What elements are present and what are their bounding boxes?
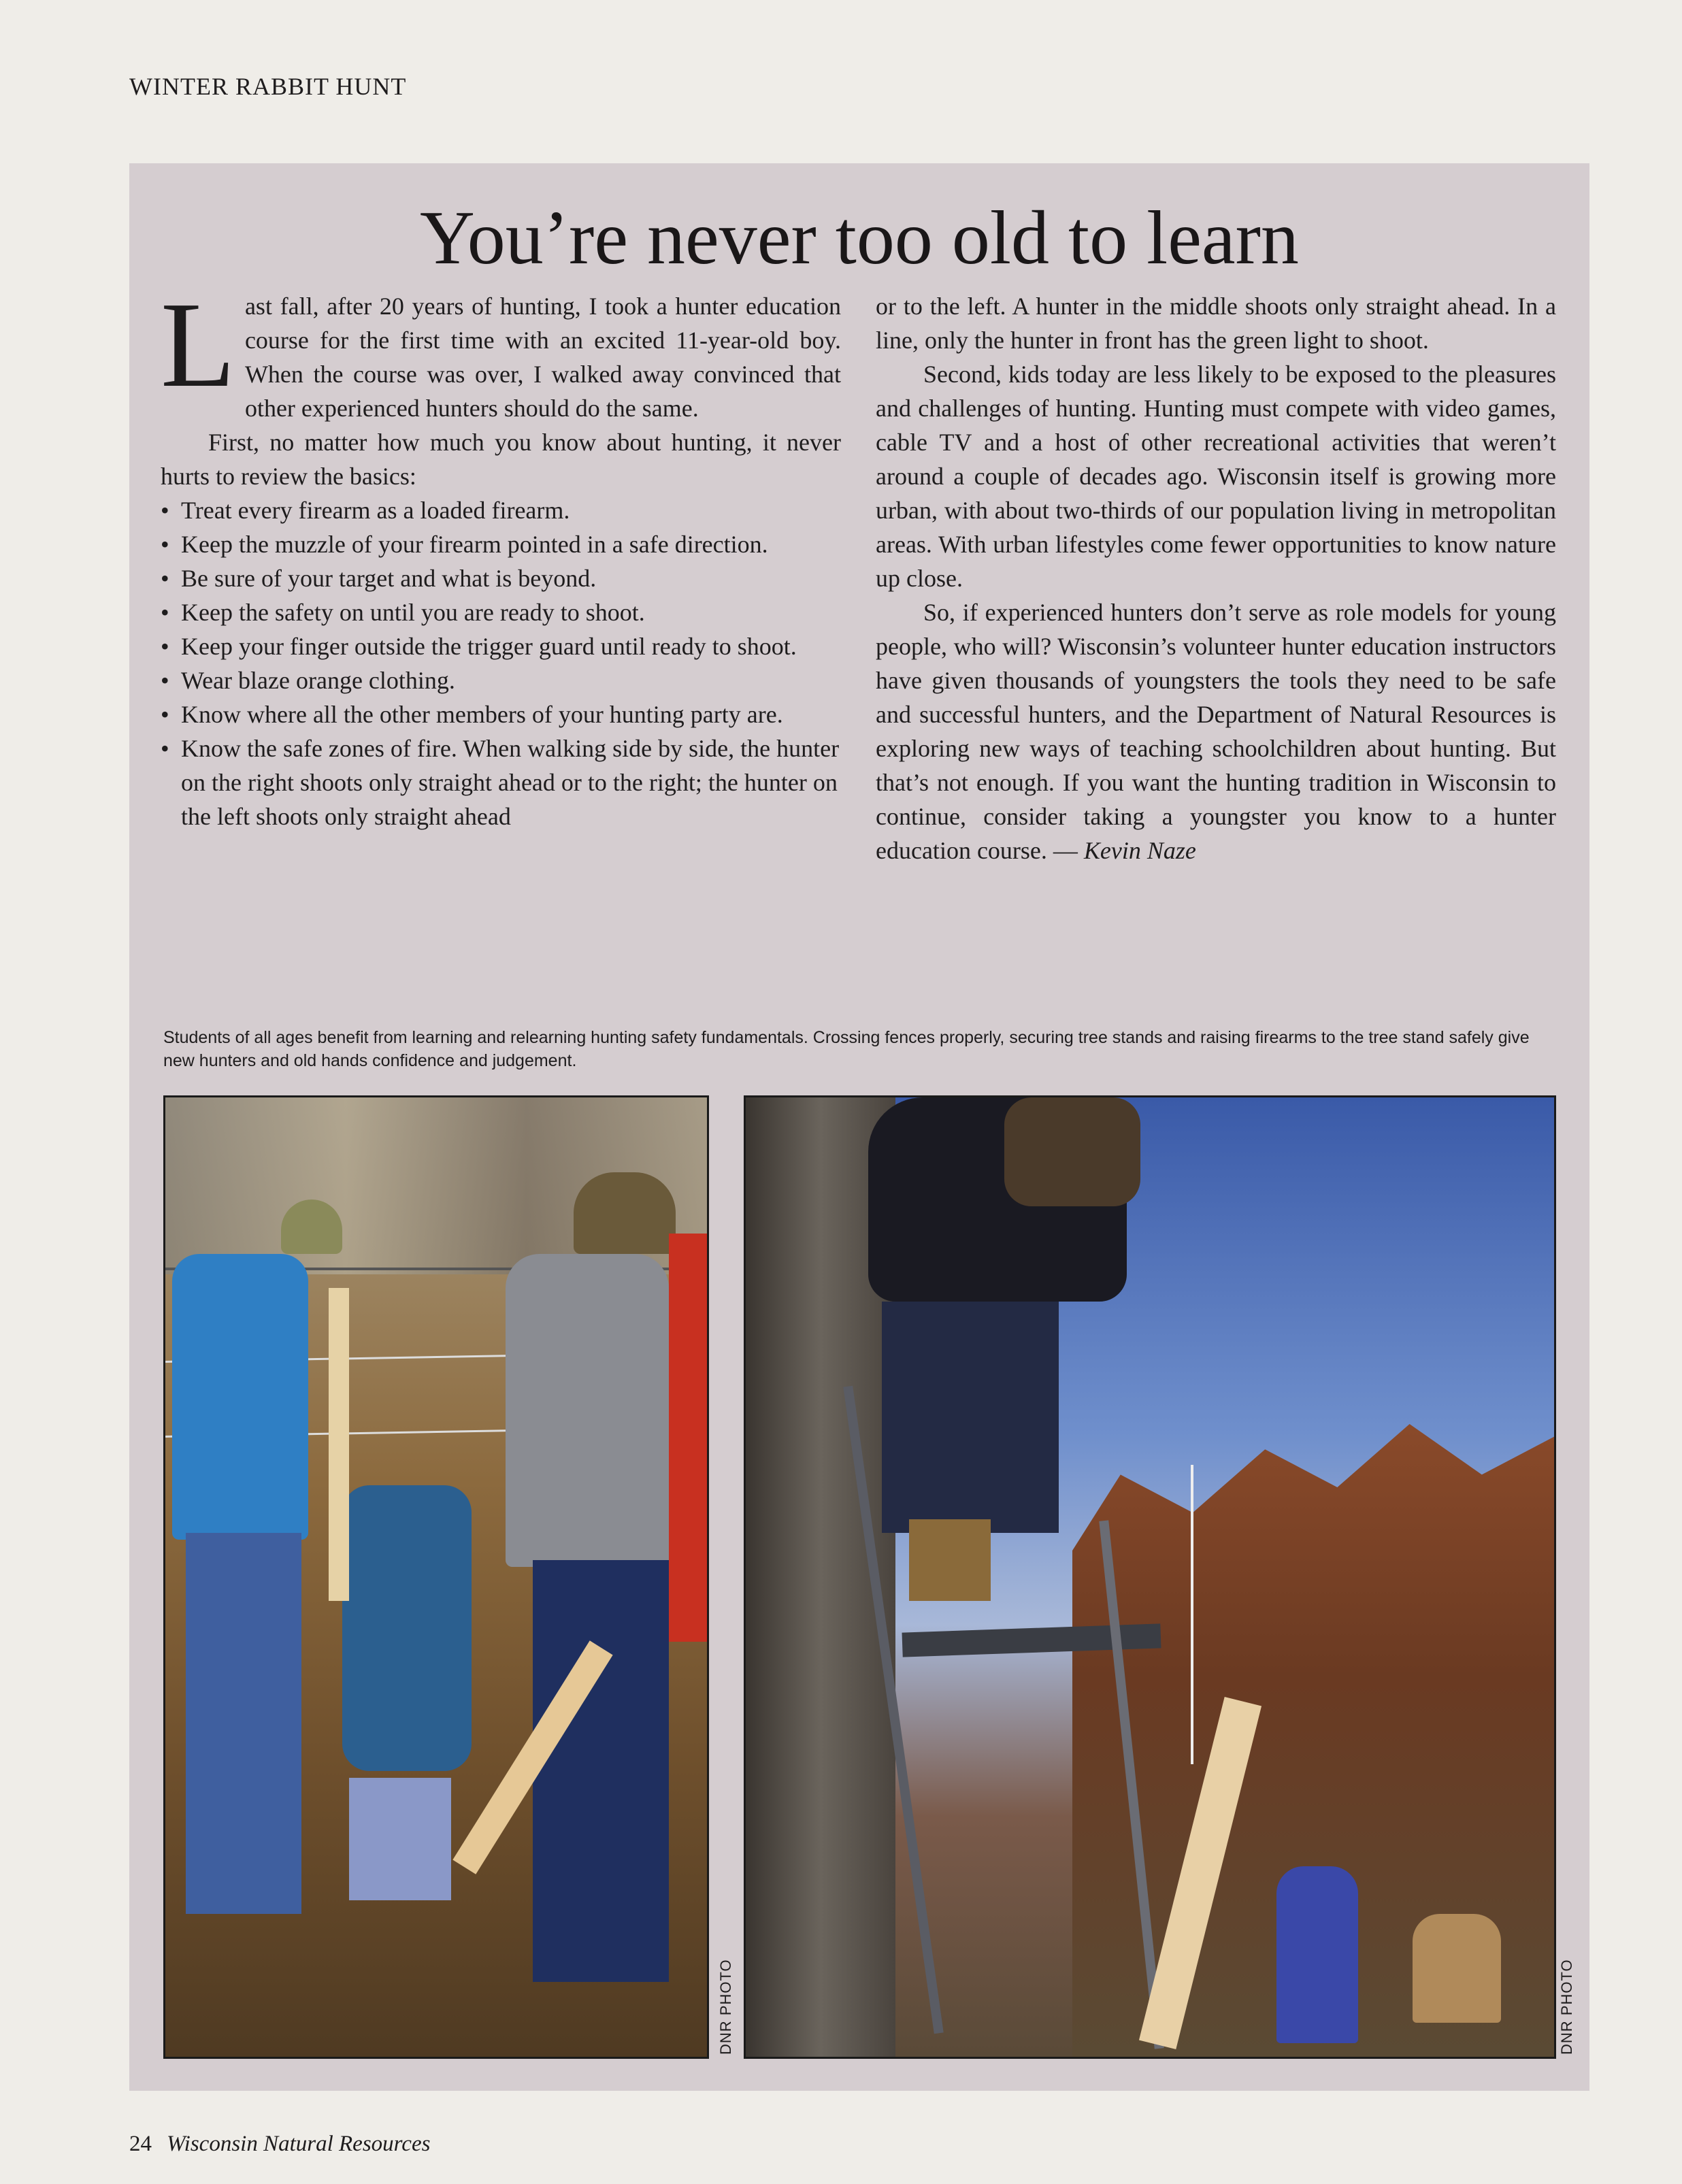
page-footer: [129, 2132, 430, 2157]
sidebar-panel: [129, 163, 1589, 2091]
second-paragraph: Second, kids today are less likely to be exposed to the pleasures and challenges of hunting. Hunting must compete with video games, cable TV and a host of other recreational activities that weren’t around a couple of decades ago. Wisconsin itself is growing more urban, with about two-thirds of our population living in metropolitan areas. With urban lifestyles come fewer opportunities to know nature up close.: [876, 361, 1556, 592]
safety-rules-list: [161, 493, 841, 833]
left-column: [161, 277, 841, 833]
list-item: • Treat every firearm as a loaded firearm.: [161, 497, 570, 524]
headline: You’re never too old to learn: [420, 196, 1299, 280]
list-item: • Know the safe zones of fire. When walking side by side, the hunter on the right shoots only straight ahead or to the right; the hunter on the left shoots only straight ahead: [161, 735, 840, 830]
photo-fence-crossing: [163, 1095, 709, 2059]
basics-paragraph: First, no matter how much you know about hunting, it never hurts to review the basics:: [161, 429, 841, 490]
list-item: • Keep the muzzle of your firearm pointed in a safe direction.: [161, 531, 768, 558]
list-item: • Keep the safety on until you are ready to shoot.: [161, 599, 645, 626]
photo-tree-stand: [744, 1095, 1556, 2059]
photo-credit: DNR PHOTO: [1558, 1959, 1575, 2055]
third-paragraph: So, if experienced hunters don’t serve as role models for young people, who will? Wisconsin’s volunteer hunter education instructors have given thousands of youngsters the tools they need to be safe and successful hunters, and the Department of Natural Resources is exploring new ways of teaching schoolchildren about hunting. But that’s not enough. If you want the hunting tradition in Wisconsin to continue, consider taking a youngster you know to a hunter education course. — Kevin Naze: [876, 599, 1556, 864]
list-item: • Know where all the other members of your hunting party are.: [161, 701, 783, 728]
drop-cap: L: [161, 277, 235, 412]
page-number: 24: [129, 2132, 152, 2156]
list-item: • Keep your finger outside the trigger guard until ready to shoot.: [161, 633, 797, 660]
running-head: WINTER RABBIT HUNT: [129, 73, 407, 100]
intro-paragraph: [161, 277, 841, 425]
photo-caption: Students of all ages benefit from learning and relearning hunting safety fundamentals. Crossing fences properly, securing tree stands and raising firearms to the tree stand safely give new hunters and old hands confidence and judgement.: [163, 1028, 1530, 1070]
intro-text: ast fall, after 20 years of hunting, I took a hunter education course for the first time with an excited 11-year-old boy. When the course was over, I walked away convinced that other experienced hunters should do the same.: [244, 293, 841, 422]
author-signature: Kevin Naze: [1083, 837, 1196, 864]
list-item: • Wear blaze orange clothing.: [161, 667, 455, 694]
magazine-title: Wisconsin Natural Resources: [167, 2132, 431, 2156]
photo-credit: DNR PHOTO: [717, 1959, 734, 2055]
continued-paragraph: or to the left. A hunter in the middle shoots only straight ahead. In a line, only the hunter in front has the green light to shoot.: [876, 293, 1556, 354]
right-column: [876, 289, 1556, 867]
list-item: • Be sure of your target and what is beyond.: [161, 565, 597, 592]
